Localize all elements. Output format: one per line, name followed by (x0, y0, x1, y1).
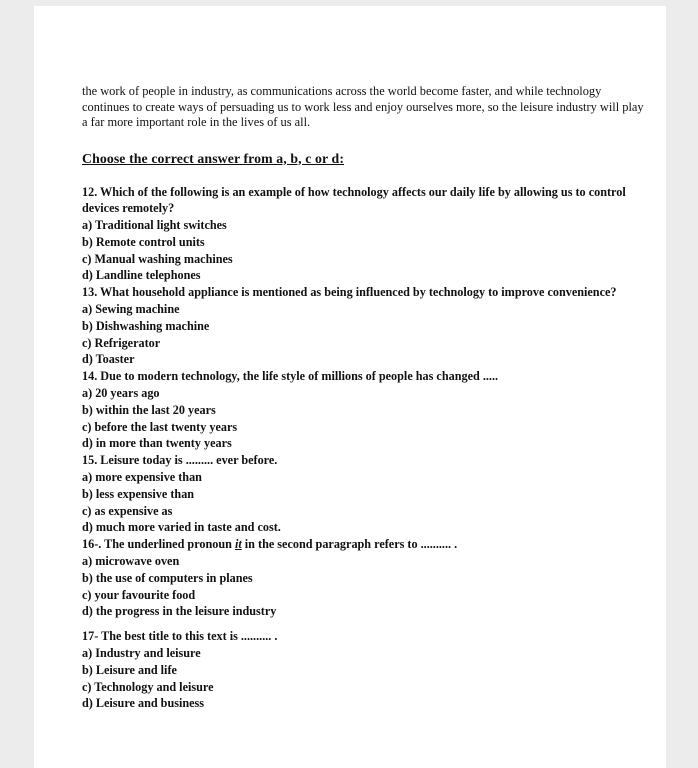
option-d: d) Toaster (82, 352, 135, 367)
question-text: 17- The best title to this text is .......... . (82, 629, 278, 644)
question-17 (82, 628, 644, 712)
document-content (82, 84, 644, 712)
option-b: b) Dishwashing machine (82, 318, 210, 333)
document-page (34, 6, 666, 768)
option-c: c) Technology and leisure (82, 679, 214, 694)
option-c: c) as expensive as (82, 503, 173, 518)
option-a: a) 20 years ago (82, 386, 160, 401)
spacer (82, 620, 644, 628)
underlined-pronoun: it (234, 537, 242, 552)
option-c: c) before the last twenty years (82, 419, 238, 434)
option-a: a) microwave oven (82, 554, 180, 569)
question-14 (82, 368, 644, 452)
question-text-after: in the second paragraph refers to .......... . (241, 537, 458, 552)
option-a: a) Sewing machine (82, 302, 180, 317)
option-a: a) Traditional light switches (82, 218, 227, 233)
question-text (82, 536, 644, 553)
question-15 (82, 452, 644, 536)
option-b: b) Remote control units (82, 234, 205, 249)
option-c: c) Refrigerator (82, 335, 161, 350)
option-a: a) Industry and leisure (82, 646, 201, 661)
intro-paragraph: the work of people in industry, as communications across the world become faster, and while technology continues to create ways of persuading us to work less and enjoy ourselves more, so the leisure industry will play a far more important role in the lives of us all. (82, 84, 644, 129)
question-text: 15. Leisure today is ......... ever before. (82, 453, 278, 468)
question-text: 13. What household appliance is mentioned as being influenced by technology to improve convenience? (82, 285, 617, 300)
question-text-before: 16-. The underlined pronoun (82, 537, 235, 552)
option-b: b) Leisure and life (82, 662, 177, 677)
option-d: d) in more than twenty years (82, 436, 232, 451)
option-a: a) more expensive than (82, 470, 202, 485)
question-12 (82, 184, 644, 285)
question-13 (82, 284, 644, 368)
question-16 (82, 536, 644, 620)
option-b: b) less expensive than (82, 486, 195, 501)
question-text: 14. Due to modern technology, the life style of millions of people has changed ..... (82, 369, 499, 384)
instruction-heading: Choose the correct answer from a, b, c or d: (82, 150, 345, 166)
question-text: 12. Which of the following is an example of how technology affects our daily life by allowing us to control devices remotely? (82, 184, 626, 216)
option-b: b) within the last 20 years (82, 402, 216, 417)
option-c: c) your favourite food (82, 587, 196, 602)
option-d: d) much more varied in taste and cost. (82, 520, 281, 535)
option-d: d) Leisure and business (82, 696, 205, 711)
option-d: d) the progress in the leisure industry (82, 604, 277, 619)
option-b: b) the use of computers in planes (82, 570, 253, 585)
question-list (82, 184, 644, 713)
option-d: d) Landline telephones (82, 268, 201, 283)
option-c: c) Manual washing machines (82, 251, 233, 266)
